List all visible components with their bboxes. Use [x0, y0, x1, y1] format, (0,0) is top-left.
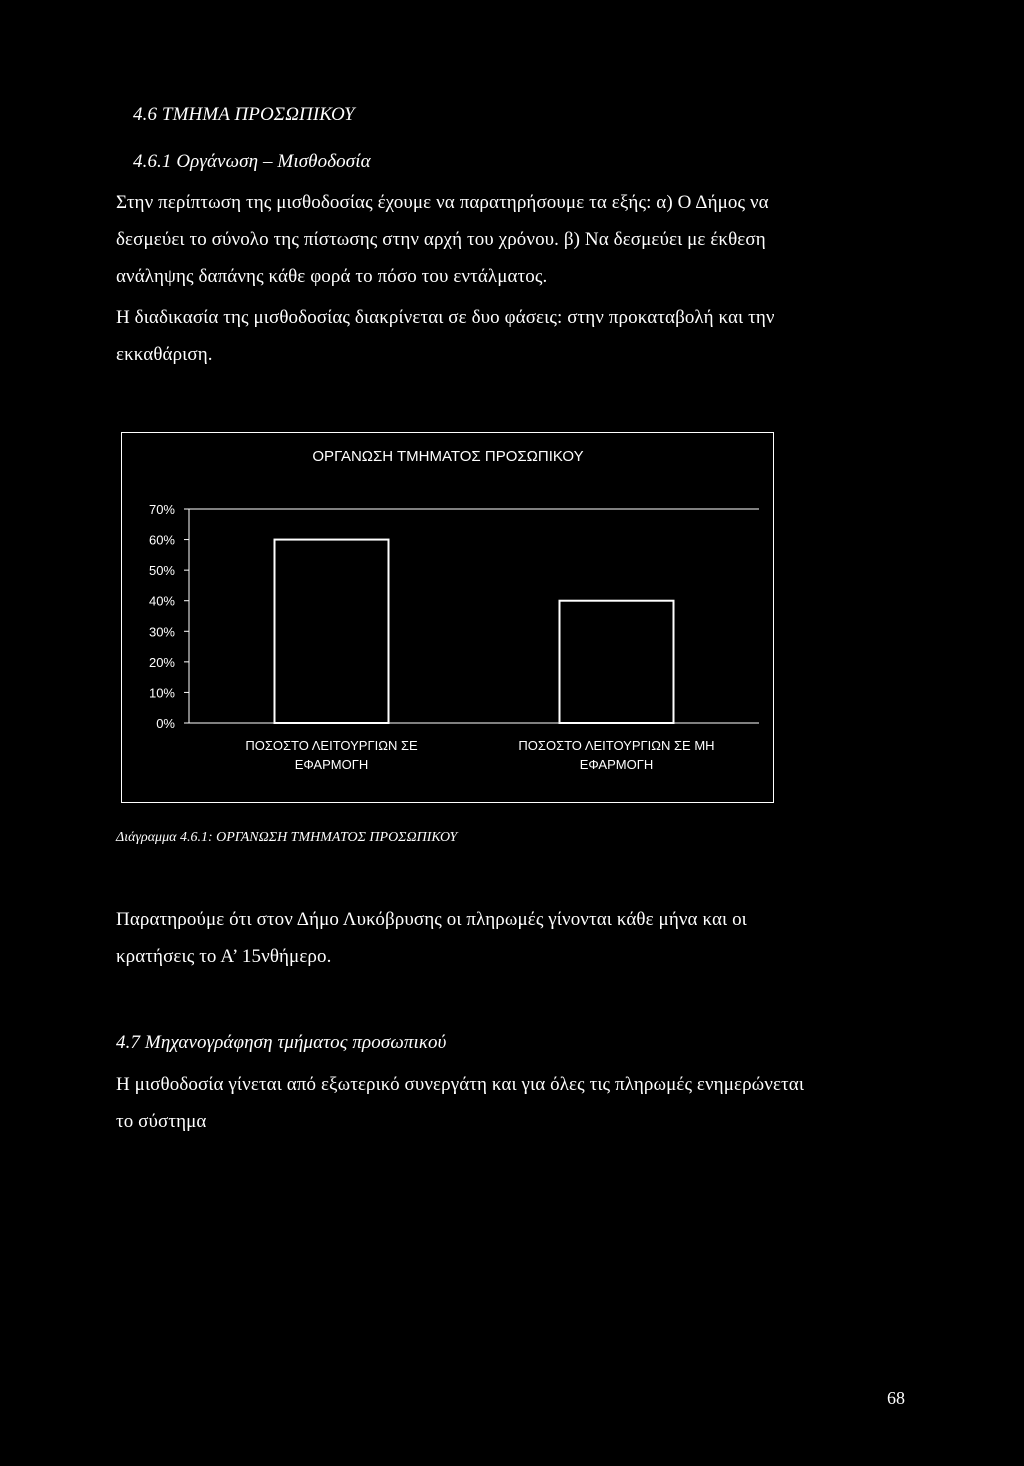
y-tick-label: 0%	[156, 716, 175, 731]
y-tick-label: 30%	[148, 624, 175, 640]
x-category-label: ΠΟΣΟΣΤΟ ΛΕΙΤΟΥΡΓΙΩΝ ΣΕ ΜΗ	[518, 738, 715, 753]
bar	[275, 540, 389, 723]
x-category-label: ΕΦΑΡΜΟΓΗ	[579, 757, 654, 772]
paragraph-2-line-1: Η διαδικασία της μισθοδοσίας διακρίνεται σε δυο φάσεις: στην προκαταβολή και την	[116, 307, 775, 328]
x-category-label: ΕΦΑΡΜΟΓΗ	[294, 757, 369, 772]
chart-title: ΟΡΓΑΝΩΣΗ ΤΜΗΜΑΤΟΣ ΠΡΟΣΩΠΙΚΟΥ	[312, 448, 584, 465]
y-tick-label: 40%	[148, 593, 175, 609]
paragraph-4-line-2: το σύστημα	[116, 1111, 207, 1132]
y-tick-label: 10%	[148, 685, 175, 701]
y-tick-label: 60%	[148, 532, 175, 548]
chart-canvas	[122, 433, 775, 804]
bars	[275, 540, 674, 723]
y-tick-label: 70%	[148, 502, 175, 517]
paragraph-3-line-1: Παρατηρούμε ότι στον Δήμο Λυκόβρυσης οι πληρωμές γίνονται κάθε μήνα και οι	[116, 909, 747, 930]
y-tick-label: 20%	[148, 654, 175, 670]
page-number: 68	[887, 1388, 905, 1408]
paragraph-1-line-3: ανάληψης δαπάνης κάθε φορά το πόσο του εντάλματος.	[116, 266, 548, 287]
chart-caption: Διάγραμμα 4.6.1: ΟΡΓΑΝΩΣΗ ΤΜΗΜΑΤΟΣ ΠΡΟΣΩΠΙΚΟΥ	[116, 830, 458, 845]
paragraph-4-line-1: Η μισθοδοσία γίνεται από εξωτερικό συνεργάτη και για όλες τις πληρωμές ενημερώνεται	[116, 1074, 805, 1095]
paragraph-3-line-2: κρατήσεις το Α’ 15νθήμερο.	[116, 946, 332, 967]
bar	[560, 601, 674, 723]
section-heading: 4.6 ΤΜΗΜΑ ΠΡΟΣΩΠΙΚΟΥ	[133, 104, 355, 125]
x-category-label: ΠΟΣΟΣΤΟ ΛΕΙΤΟΥΡΓΙΩΝ ΣΕ	[245, 738, 418, 753]
paragraph-1-line-1: Στην περίπτωση της μισθοδοσίας έχουμε να παρατηρήσουμε τα εξής: α) Ο Δήμος να	[116, 192, 769, 213]
paragraph-1-line-2: δεσμεύει το σύνολο της πίστωσης στην αρχή του χρόνου. β) Να δεσμεύει με έκθεση	[116, 229, 766, 250]
section-2-heading: 4.7 Μηχανογράφηση τμήματος προσωπικού	[116, 1032, 447, 1053]
bar-chart	[121, 432, 774, 803]
x-axis-labels	[245, 738, 714, 772]
subsection-heading: 4.6.1 Οργάνωση – Μισθοδοσία	[133, 151, 371, 172]
y-tick-label: 50%	[148, 563, 175, 579]
paragraph-2-line-2: εκκαθάριση.	[116, 344, 213, 365]
